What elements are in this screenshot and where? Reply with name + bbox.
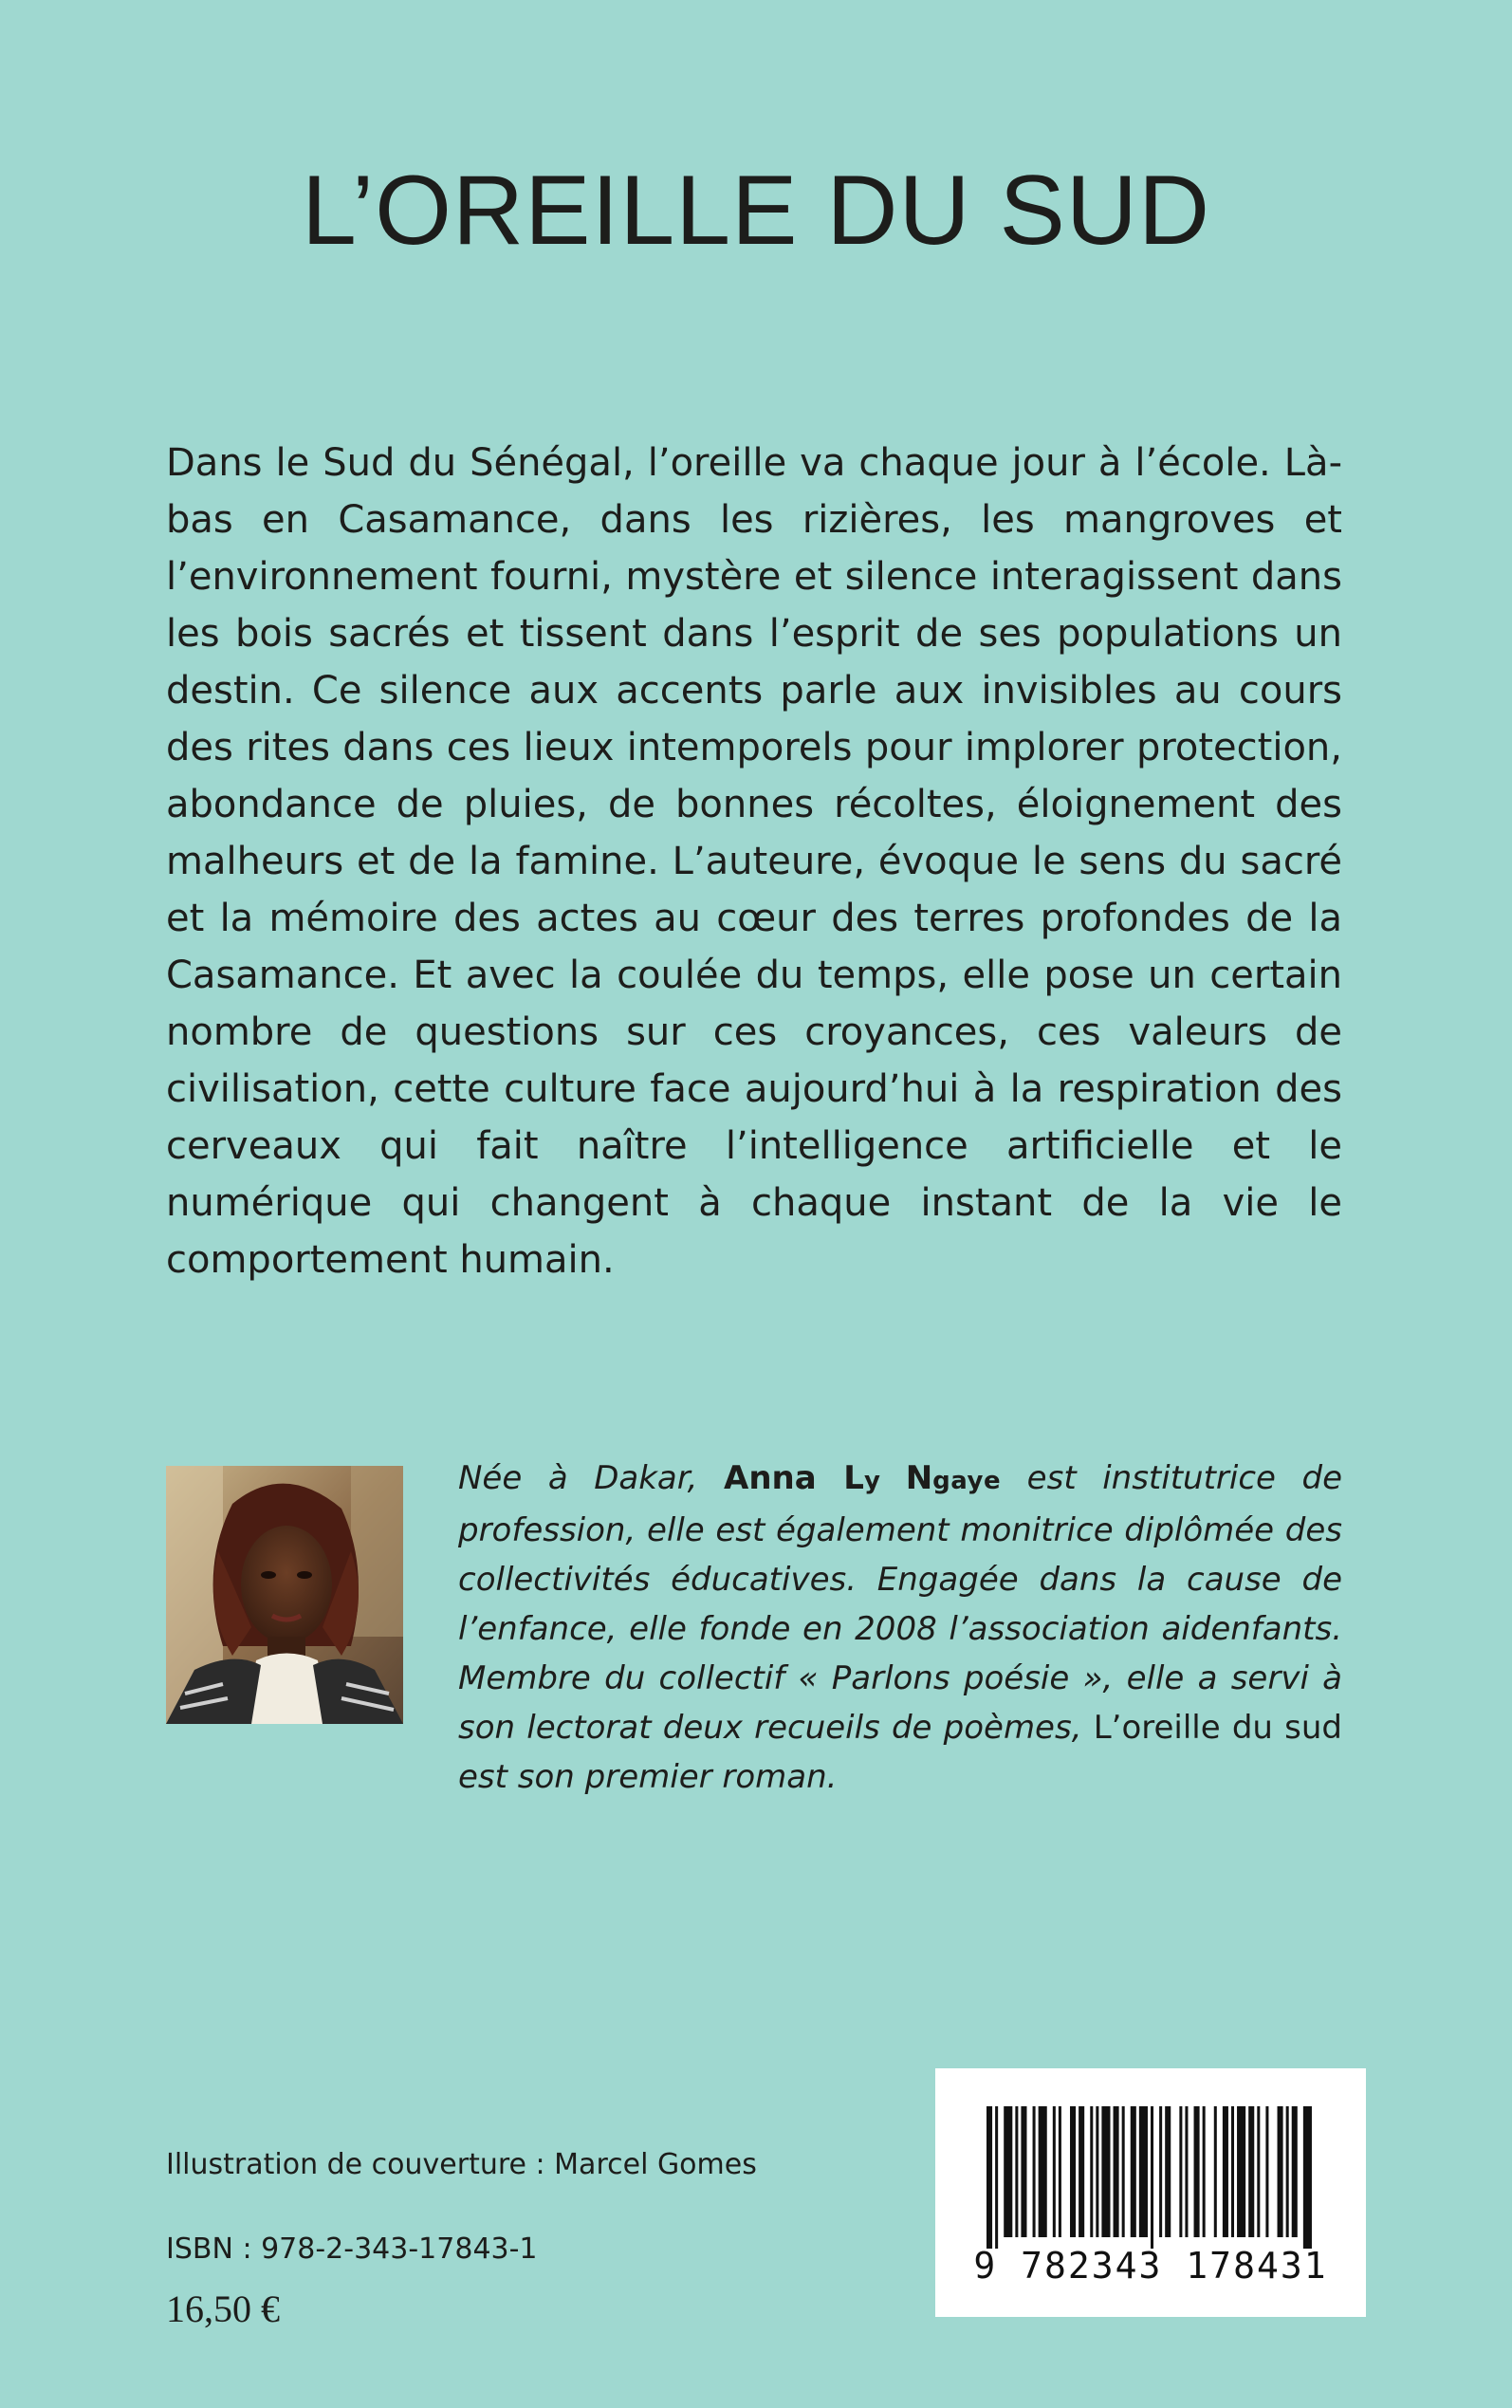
barcode-bar xyxy=(1101,2106,1110,2237)
barcode-bar xyxy=(1194,2106,1200,2237)
barcode-bar xyxy=(1114,2106,1119,2237)
barcode-bar xyxy=(1286,2106,1289,2237)
bio-book-title: L’oreille du sud xyxy=(1093,1709,1342,1747)
author-photo xyxy=(166,1466,403,1724)
barcode-bar xyxy=(1265,2106,1268,2237)
barcode xyxy=(935,2068,1366,2317)
book-summary: Dans le Sud du Sénégal, l’oreille va chaque jour à l’école. Là-bas en Casamance, dans les rizières, les mangroves et l’environnement fourni, mystère et silence interagissent dans les bois sacrés et tissent dans l’esprit de ses populations un destin. Ce silence aux accents parle aux invisibles au cours des rites dans ces lieux intemporels pour implorer protection, abondance de pluies, de bonnes récoltes, éloignement des malheurs et de la famine. L’auteure, évoque le sens du sacré et la mémoire des actes au cœur des terres profondes de la Casamance. Et avec la coulée du temps, elle pose un certain nombre de questions sur ces croyances, ces valeurs de civilisation, cette culture face aujourd’hui à la respiration des cerveaux qui fait naître l’intelligence artificielle et le numérique qui changent à chaque instant de la vie le comportement humain. xyxy=(166,441,1342,1282)
barcode-bar xyxy=(1203,2106,1206,2237)
barcode-bar xyxy=(995,2106,998,2249)
author-name xyxy=(724,1459,1001,1497)
author-name-part: gaye xyxy=(932,1467,1002,1495)
author-name-part: N xyxy=(905,1459,933,1497)
barcode-bar xyxy=(1131,2106,1136,2237)
bio-ending: est son premier roman. xyxy=(458,1758,838,1796)
barcode-bar xyxy=(1059,2106,1061,2237)
barcode-bar xyxy=(1214,2106,1217,2237)
barcode-bar xyxy=(1070,2106,1076,2237)
barcode-bar xyxy=(1237,2106,1245,2237)
barcode-bar xyxy=(1139,2106,1148,2237)
barcode-bar xyxy=(1303,2106,1312,2249)
barcode-bar xyxy=(1223,2106,1228,2237)
barcode-bar xyxy=(1033,2106,1036,2237)
barcode-bar xyxy=(1053,2106,1056,2237)
barcode-bar xyxy=(986,2106,992,2249)
barcode-bar xyxy=(1165,2106,1171,2237)
barcode-bars xyxy=(986,2106,1315,2249)
barcode-bar xyxy=(1122,2106,1125,2237)
barcode-bar xyxy=(1090,2106,1093,2237)
barcode-bar xyxy=(1015,2106,1018,2237)
barcode-bar xyxy=(1004,2106,1012,2237)
barcode-bar xyxy=(1151,2106,1153,2249)
barcode-bar xyxy=(1039,2106,1047,2237)
author-biography xyxy=(458,1454,1342,1802)
barcode-bar xyxy=(1079,2106,1084,2237)
price: 16,50 € xyxy=(166,2288,280,2330)
barcode-bar xyxy=(1248,2106,1254,2237)
barcode-bar xyxy=(1021,2106,1026,2237)
bio-intro: Née à Dakar, xyxy=(458,1459,724,1497)
barcode-bar xyxy=(1159,2106,1162,2237)
barcode-bar xyxy=(1179,2106,1182,2237)
barcode-bar xyxy=(1231,2106,1234,2237)
bio-body: est institutrice de profession, elle est également monitrice diplômée des collectivités éducatives. Engagée dans la cause de l’enfance, elle fonde en 2008 l’association aidenfants. Membre du collectif « Parlons poésie », elle a servi à son lectorat deux recueils de poèmes, xyxy=(458,1459,1343,1747)
cover-illustration-credit: Illustration de couverture : Marcel Gomes xyxy=(166,2148,757,2181)
author-name-part: y xyxy=(863,1467,906,1495)
barcode-bar xyxy=(1292,2106,1298,2237)
author-first-name: Anna xyxy=(724,1459,844,1497)
barcode-bar xyxy=(1278,2106,1283,2237)
book-title: L’OREILLE DU SUD xyxy=(301,156,1211,266)
author-name-part: L xyxy=(843,1459,864,1497)
barcode-bar xyxy=(1096,2106,1098,2237)
barcode-bar xyxy=(1185,2106,1188,2237)
isbn: ISBN : 978-2-343-17843-1 xyxy=(166,2232,538,2266)
barcode-bar xyxy=(1257,2106,1260,2237)
barcode-digits: 9 782343 178431 xyxy=(973,2245,1328,2287)
